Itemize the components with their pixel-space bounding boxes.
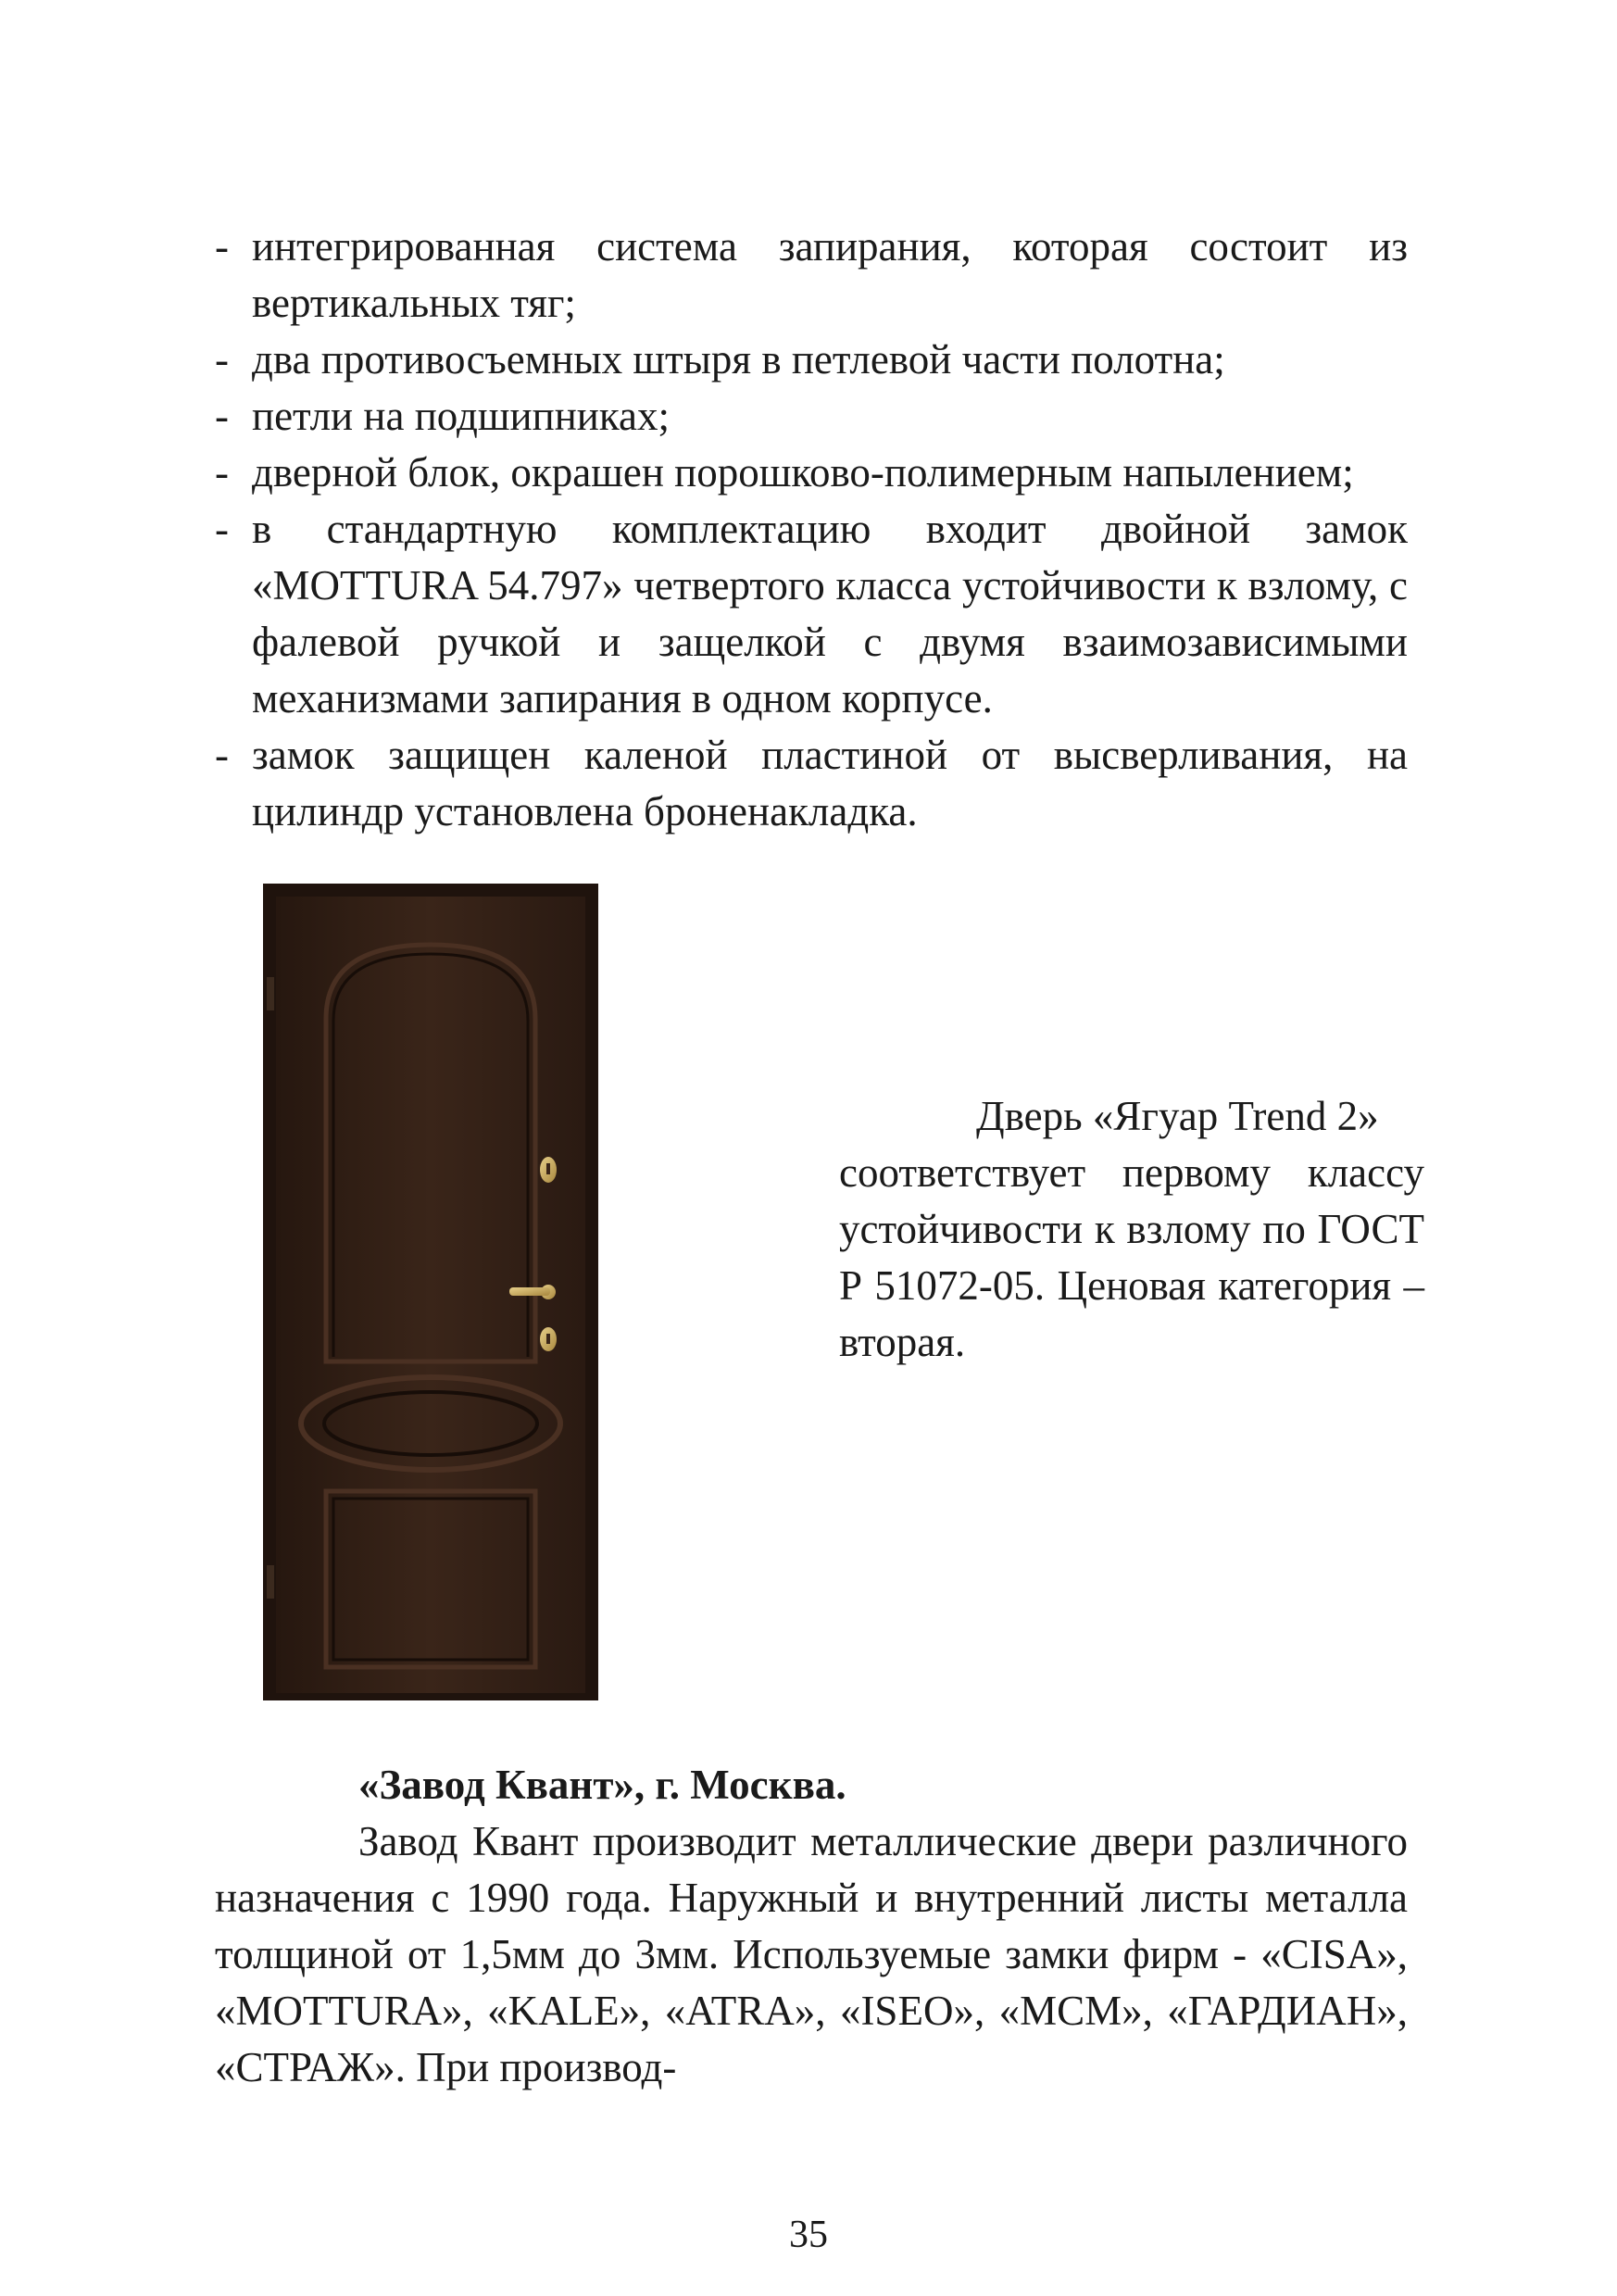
- bullet-dash: -: [215, 506, 229, 552]
- list-item: [215, 388, 1408, 445]
- feature-list: [215, 219, 1408, 840]
- door-caption: [839, 1088, 1424, 1371]
- door-handle: [509, 1287, 550, 1296]
- list-item-text: петли на подшипниках;: [252, 393, 671, 439]
- list-item-text: замок защищен каленой пластиной от высверливания, на цилиндр установлена броненакладка.: [252, 732, 1408, 834]
- list-item: [215, 219, 1408, 332]
- section-paragraph: Завод Квант производит металлические двери различного назначения с 1990 года. Наружный и внутренний листы металла толщиной от 1,5мм до 3мм. Используемые замки фирм - «CISA», «MOTTURA», «KALE», «ATRA», «ISEO», «MCM», «ГАРДИАН», «СТРАЖ». При производ-: [215, 1818, 1408, 2090]
- page-number: 35: [789, 2214, 828, 2256]
- list-item: [215, 332, 1408, 388]
- list-item-text: интегрированная система запирания, которая состоит из вертикальных тяг;: [252, 223, 1408, 326]
- bullet-dash: -: [215, 393, 229, 439]
- door-caption-title: Дверь «Ягуар Trend 2»: [976, 1093, 1379, 1139]
- list-item: [215, 727, 1408, 840]
- list-item-text: два противосъемных штыря в петлевой части полотна;: [252, 336, 1225, 383]
- bullet-dash: -: [215, 223, 229, 270]
- list-item-text: в стандартную комплектацию входит двойной замок «MOTTURA 54.797» четвертого класса устойчивости к взлому, с фалевой ручкой и защелкой с двумя взаимозависимыми механизмами запирания в одном корпусе.: [252, 506, 1408, 721]
- bullet-dash: -: [215, 336, 229, 383]
- door-caption-text: соответствует первому классу устойчивости к взлому по ГОСТ Р 51072-05. Ценовая категория – вторая.: [839, 1149, 1424, 1365]
- door-hinge: [267, 977, 274, 1010]
- list-item: [215, 501, 1408, 727]
- bullet-dash: -: [215, 449, 229, 496]
- list-item: [215, 445, 1408, 501]
- list-item-text: дверной блок, окрашен порошково-полимерным напылением;: [252, 449, 1354, 496]
- door-hinge: [267, 1565, 274, 1599]
- bullet-dash: -: [215, 732, 229, 778]
- door-image: [259, 880, 602, 1704]
- section-heading: «Завод Квант», г. Москва.: [358, 1762, 846, 1808]
